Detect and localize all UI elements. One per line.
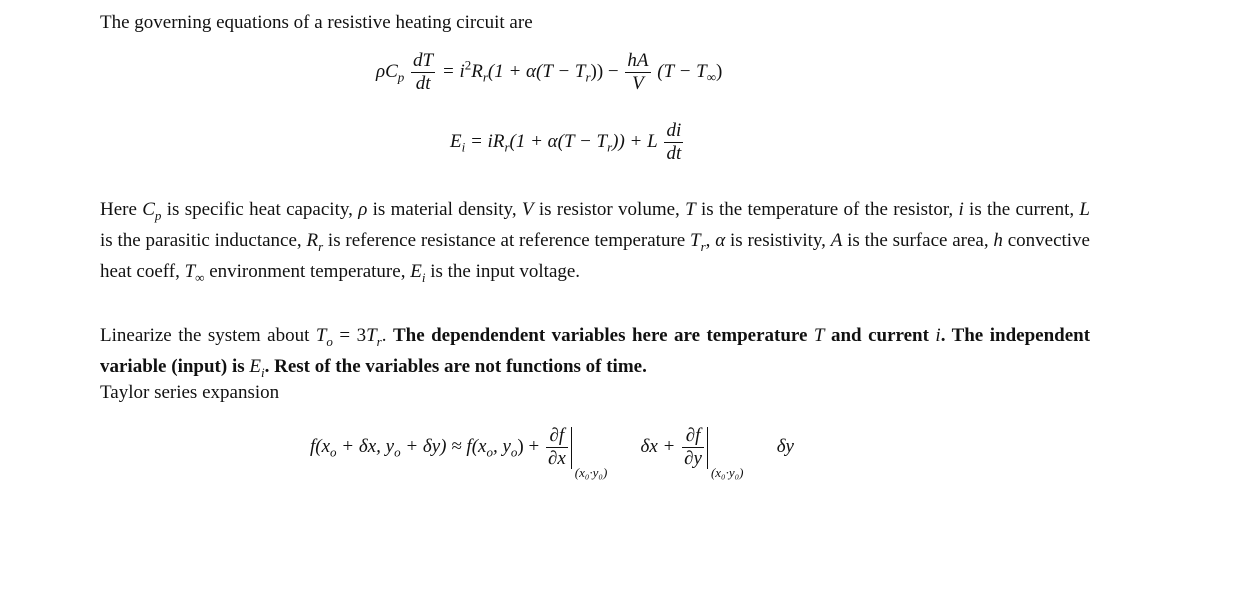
equation-heat-balance: $\rho C_p$ $\frac{dT}{dt}$ = $i^2R_r(1 + \alpha(T - T_r))$ − $\frac{hA}{V}$ $(T - T_\infty)$: [376, 50, 723, 94]
eq2-frac-didt: $\frac{di}{dt}$: [666, 120, 682, 164]
eq1-frac-hAV: $\frac{hA}{V}$: [627, 50, 649, 94]
eq3-partial-x: $\frac{\partial f}{\partial x}$: [547, 425, 566, 469]
linearization-instructions: Linearize the system about $T_o = 3T_r$. The dependendent variables here are temperature T and current i. The independent variable (input) is $E_i$. Rest of the variables are not functions of time.: [100, 325, 1091, 380]
eq3-eval-bar-y: (x₀·y₀): [707, 427, 768, 469]
eq1-lhs: ρC: [376, 60, 398, 82]
eq1-frac-dTdt: $\frac{dT}{dt}$: [413, 50, 434, 94]
eq3-eval-bar-x: (x₀·y₀): [571, 427, 632, 469]
eq3-partial-y: $\frac{\partial f}{\partial y}$: [684, 425, 702, 469]
equation-taylor: $f(x_o + \delta x$, $y_o + \delta y) \approx f(x_o$, $y_o$) + $\frac{\partial f}{\partial x}$ (x₀·y₀) δx + $\frac{\partial f}{\partial y}$ (x₀·y₀) δy: [310, 425, 794, 480]
equation-circuit: $E_i = iR_r(1 + \alpha(T - T_r)) + L$ $\frac{di}{dt}$: [450, 120, 682, 164]
variable-definitions: Here $C_p$ is specific heat capacity, ρ is material density, V is resistor volume, T is the temperature of the resistor, i is the current, L is the parasitic inductance, $R_r$ is reference resistance at reference temperature $T_r$, α is resistivity, A is the surface area, h convective heat coeff, $T_\infty$ environment temperature, $E_i$ is the input voltage.: [100, 199, 1090, 285]
taylor-label: Taylor series expansion: [100, 382, 280, 403]
intro-text: The governing equations of a resistive heating circuit are: [100, 12, 533, 33]
